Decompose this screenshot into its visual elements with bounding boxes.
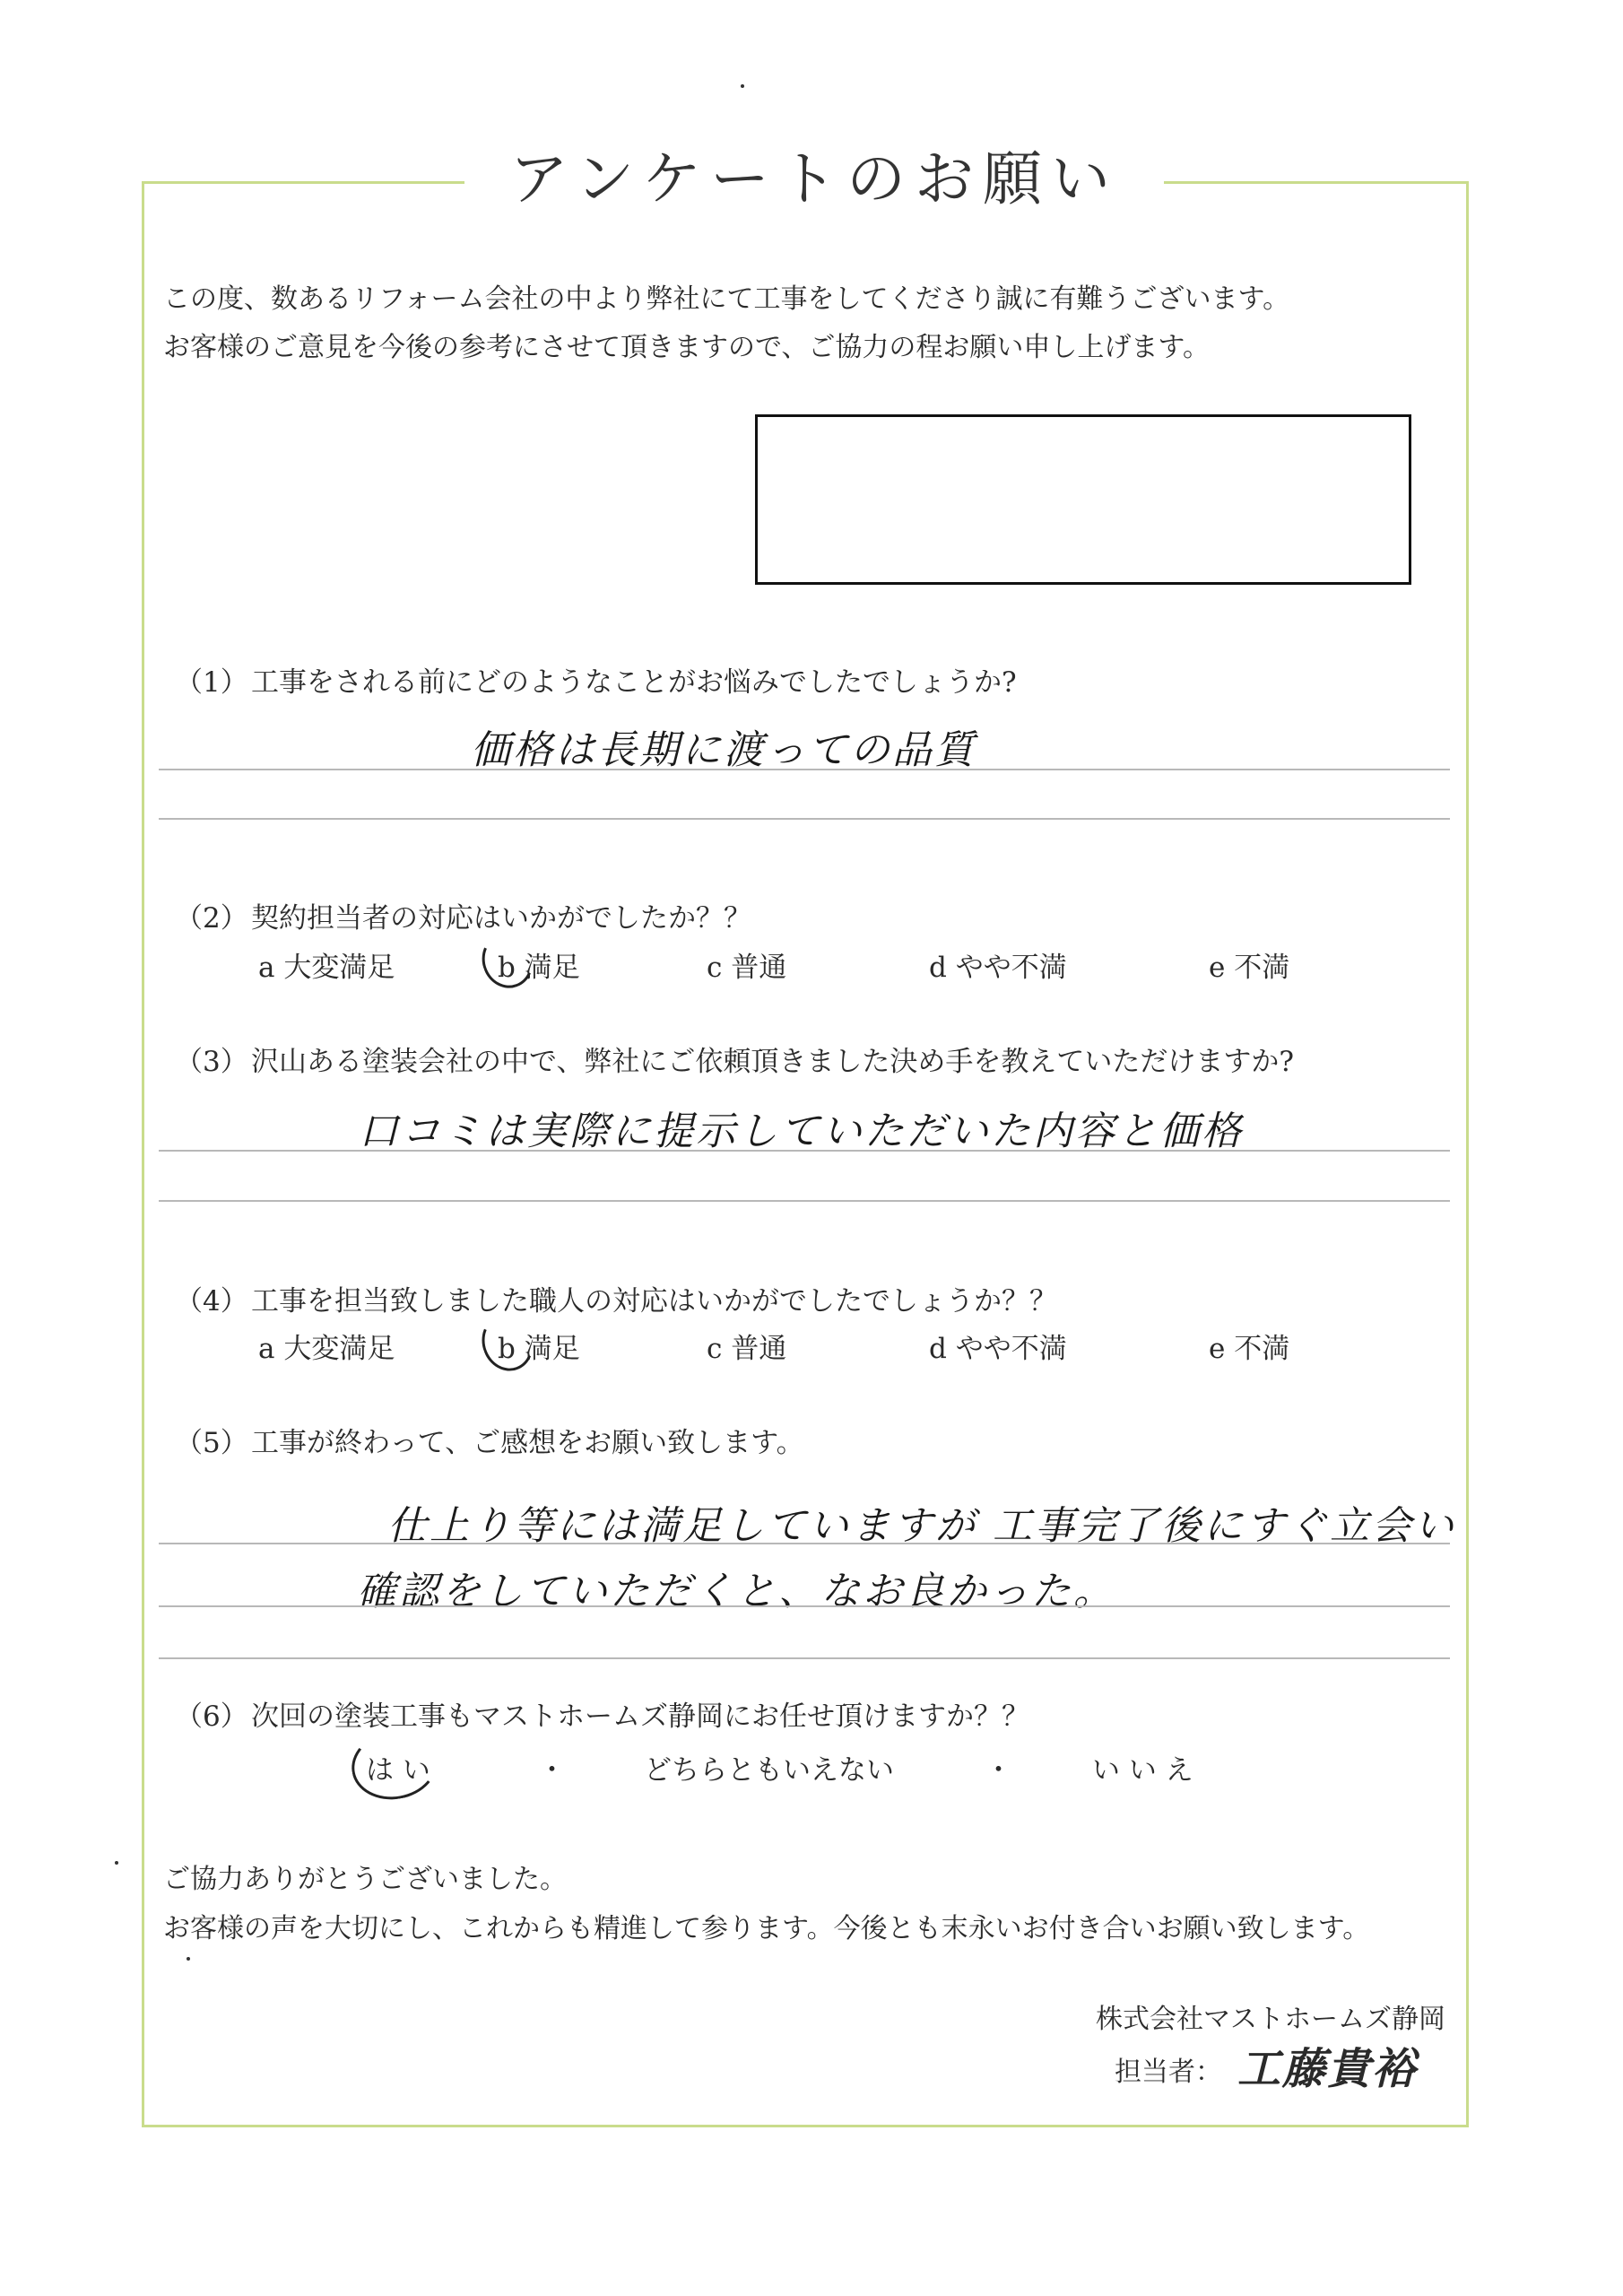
question-3 <box>175 1039 1294 1079</box>
staff-signature: 工藤貴裕 <box>1237 2044 1418 2094</box>
answer-1-line-1: 価格は長期に渡っての品質 <box>471 727 976 773</box>
question-6 <box>175 1693 1029 1734</box>
question-text: 工事が終わって、ご感想をお願い致します。 <box>251 1427 804 1459</box>
option-separator: ・ <box>538 1754 566 1787</box>
option-e[interactable]: e 不満 <box>1209 1333 1290 1365</box>
answer-rule <box>159 1543 1450 1544</box>
page-title: アンケートのお願い <box>508 144 1120 213</box>
question-number: （3） <box>175 1046 248 1078</box>
scan-speck <box>115 1861 118 1865</box>
option-c[interactable]: c 普通 <box>707 1333 787 1365</box>
option-c[interactable]: c 普通 <box>707 952 787 984</box>
question-text: 工事を担当致しました職人の対応はいかがでしたでしょうか？？ <box>251 1285 1057 1318</box>
option-a[interactable]: a 大変満足 <box>258 952 395 984</box>
question-number: （6） <box>175 1700 248 1733</box>
closing-line-1: ご協力ありがとうございました。 <box>163 1864 567 1895</box>
question-5 <box>175 1420 804 1460</box>
answer-rule <box>159 1605 1450 1607</box>
scan-speck <box>741 84 744 88</box>
option-undecided[interactable]: どちらともいえない <box>644 1754 894 1787</box>
option-no[interactable]: い い え <box>1092 1754 1193 1787</box>
option-separator: ・ <box>985 1754 1012 1787</box>
question-text: 工事をされる前にどのようなことがお悩みでしたでしょうか? <box>251 666 1017 699</box>
question-number: （4） <box>175 1285 248 1318</box>
answer-5-line-2: 確認をしていただくと、なお良かった。 <box>357 1569 1115 1614</box>
option-a[interactable]: a 大変満足 <box>258 1333 395 1365</box>
question-text: 契約担当者の対応はいかがでしたか？？ <box>251 902 751 935</box>
option-yes[interactable]: は い <box>366 1754 430 1787</box>
customer-name-box <box>755 414 1411 585</box>
question-text: 次回の塗装工事もマストホームズ静岡にお任せ頂けますか？？ <box>251 1700 1029 1733</box>
intro-line-1: この度、数あるリフォーム会社の中より弊社にて工事をしてくださり誠に有難うございます。 <box>163 283 1290 315</box>
option-e[interactable]: e 不満 <box>1209 952 1290 984</box>
question-text: 沢山ある塗装会社の中で、弊社にご依頼頂きました決め手を教えていただけますか? <box>251 1046 1294 1078</box>
option-d[interactable]: d やや不満 <box>929 1333 1067 1365</box>
staff-label: 担当者： <box>1115 2057 1222 2088</box>
option-b[interactable]: b 満足 <box>498 952 580 984</box>
intro-line-2: お客様のご意見を今後の参考にさせて頂きますので、ご協力の程お願い申し上げます。 <box>163 332 1210 363</box>
option-b[interactable]: b 満足 <box>498 1333 580 1365</box>
scan-speck <box>187 1957 190 1961</box>
question-1 <box>175 659 1017 700</box>
closing-line-2: お客様の声を大切にし、これからも精進して参ります。今後とも末永いお付き合いお願い致します。 <box>163 1913 1370 1944</box>
answer-5-line-1: 仕上り等には満足していますが 工事完了後にすぐ立会い <box>387 1503 1456 1549</box>
question-number: （5） <box>175 1427 248 1459</box>
answer-rule <box>159 769 1450 770</box>
answer-rule <box>159 1150 1450 1152</box>
question-number: （1） <box>175 666 248 699</box>
answer-rule <box>159 1200 1450 1202</box>
question-4 <box>175 1278 1057 1318</box>
question-2 <box>175 895 751 935</box>
option-d[interactable]: d やや不満 <box>929 952 1067 984</box>
answer-3-line-1: 口コミは実際に提示していただいた内容と価格 <box>359 1109 1244 1154</box>
question-number: （2） <box>175 902 248 935</box>
answer-rule <box>159 1657 1450 1659</box>
answer-rule <box>159 818 1450 820</box>
company-name: 株式会社マストホームズ静岡 <box>1096 2004 1445 2035</box>
